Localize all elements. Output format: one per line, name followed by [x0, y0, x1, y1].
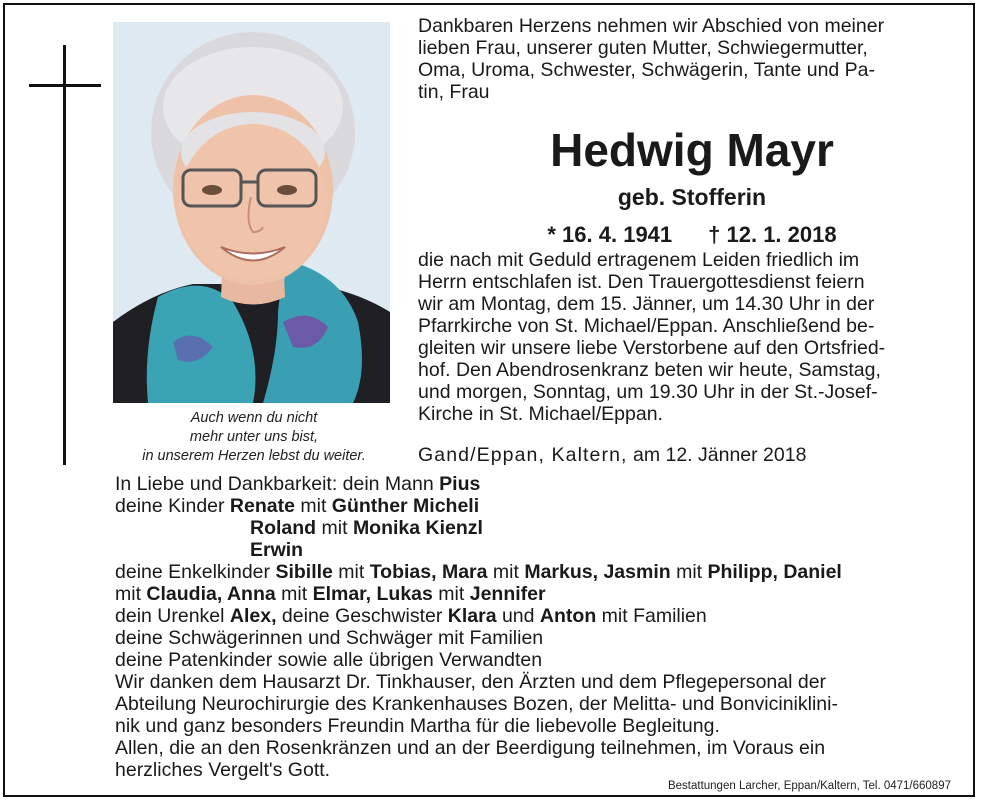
family-name: Claudia, Anna	[146, 583, 276, 605]
quote-line: mehr unter uns bist,	[189, 429, 319, 445]
family-name: Monika Kienzl	[352, 517, 483, 539]
place-and-date	[418, 443, 806, 467]
family-name: Erwin	[250, 539, 304, 561]
maiden-name: geb. Stofferin	[617, 184, 767, 210]
details-line: hof. Den Abendrosenkranz beten wir heute, Samstag,	[418, 359, 881, 381]
funeral-details	[418, 249, 966, 425]
life-dates	[418, 221, 966, 249]
thanks-line: Wir danken dem Hausarzt Dr. Tinkhauser, den Ärzten und dem Pflegepersonal der	[115, 671, 827, 693]
memorial-quote	[113, 409, 395, 466]
birth-date: * 16. 4. 1941	[547, 222, 673, 247]
family-name: Pius	[439, 473, 481, 495]
intro-line: Oma, Uroma, Schwester, Schwägerin, Tante und Pa-	[418, 59, 876, 81]
deceased-name: Hedwig Mayr	[550, 124, 834, 176]
family-name: Alex,	[229, 605, 277, 627]
intro-paragraph	[418, 15, 966, 103]
family-row-godchildren: deine Patenkinder sowie alle übrigen Verwandten	[115, 649, 543, 671]
family-name: Tobias, Mara	[369, 561, 488, 583]
undertaker-credit: Bestattungen Larcher, Eppan/Kaltern, Tel. 0471/660897	[667, 780, 951, 792]
family-list	[115, 473, 965, 781]
family-name: Markus, Jasmin	[524, 561, 671, 583]
intro-line: lieben Frau, unserer guten Mutter, Schwiegermutter,	[418, 37, 868, 59]
family-name: Renate	[229, 495, 295, 517]
details-line: Pfarrkirche von St. Michael/Eppan. Anschließend be-	[418, 315, 875, 337]
family-row-grandchildren: deine Enkelkinder Sibille mit Tobias, Mara mit Markus, Jasmin mit Philipp, Daniel	[115, 561, 842, 583]
quote-line: in unserem Herzen lebst du weiter.	[142, 448, 366, 464]
thanks-line: Allen, die an den Rosenkränzen und an der Beerdigung teilnehmen, im Voraus ein	[115, 737, 826, 759]
family-row-child: Roland mit Monika Kienzl	[250, 517, 483, 539]
family-name: Klara	[447, 605, 497, 627]
family-name: Roland	[250, 517, 317, 539]
family-row-children: deine Kinder Renate mit Günther Micheli	[115, 495, 480, 517]
obituary-notice	[3, 3, 975, 797]
thanks-line: Abteilung Neurochirurgie des Krankenhauses Bozen, der Melitta- und Bonviciniklini-	[115, 693, 838, 715]
family-name: Jennifer	[469, 583, 546, 605]
details-line: und morgen, Sonntag, um 19.30 Uhr in der St.-Josef-	[418, 381, 878, 403]
family-name: Günther Micheli	[331, 495, 480, 517]
details-line: Herrn entschlafen ist. Den Trauergottesdienst feiern	[418, 271, 865, 293]
details-line: die nach mit Geduld ertragenem Leiden friedlich im	[418, 249, 860, 271]
thanks-line: nik und ganz besonders Freundin Martha für die liebevolle Begleitung.	[115, 715, 720, 737]
family-row-child	[115, 539, 965, 561]
cross-icon	[63, 45, 66, 465]
portrait-photo	[113, 22, 390, 403]
details-line: wir am Montag, dem 15. Jänner, um 14.30 Uhr in der	[418, 293, 875, 315]
place-names: Gand/Eppan, Kaltern,	[418, 444, 628, 466]
death-date: † 12. 1. 2018	[708, 222, 837, 247]
family-name: Anton	[539, 605, 597, 627]
family-name: Elmar, Lukas	[312, 583, 433, 605]
notice-date: am 12. Jänner 2018	[632, 444, 807, 466]
family-row-grandchildren: mit Claudia, Anna mit Elmar, Lukas mit Jennifer	[115, 583, 546, 605]
family-name: Philipp, Daniel	[707, 561, 842, 583]
thanks-line: herzliches Vergelt's Gott.	[115, 759, 331, 781]
quote-line: Auch wenn du nicht	[190, 410, 318, 426]
family-row-great-grandchild: dein Urenkel Alex, deine Geschwister Klara und Anton mit Familien	[115, 605, 707, 627]
intro-line: Dankbaren Herzens nehmen wir Abschied von meiner	[418, 15, 885, 37]
cross-icon-bar	[29, 84, 101, 87]
family-name: Sibille	[275, 561, 333, 583]
details-line: Kirche in St. Michael/Eppan.	[418, 403, 663, 425]
family-row-spouse: In Liebe und Dankbarkeit: dein Mann Pius	[115, 473, 481, 495]
details-line: gleiten wir unsere liebe Verstorbene auf den Ortsfried-	[418, 337, 886, 359]
intro-line: tin, Frau	[418, 81, 490, 103]
family-row-in-laws: deine Schwägerinnen und Schwäger mit Familien	[115, 627, 544, 649]
